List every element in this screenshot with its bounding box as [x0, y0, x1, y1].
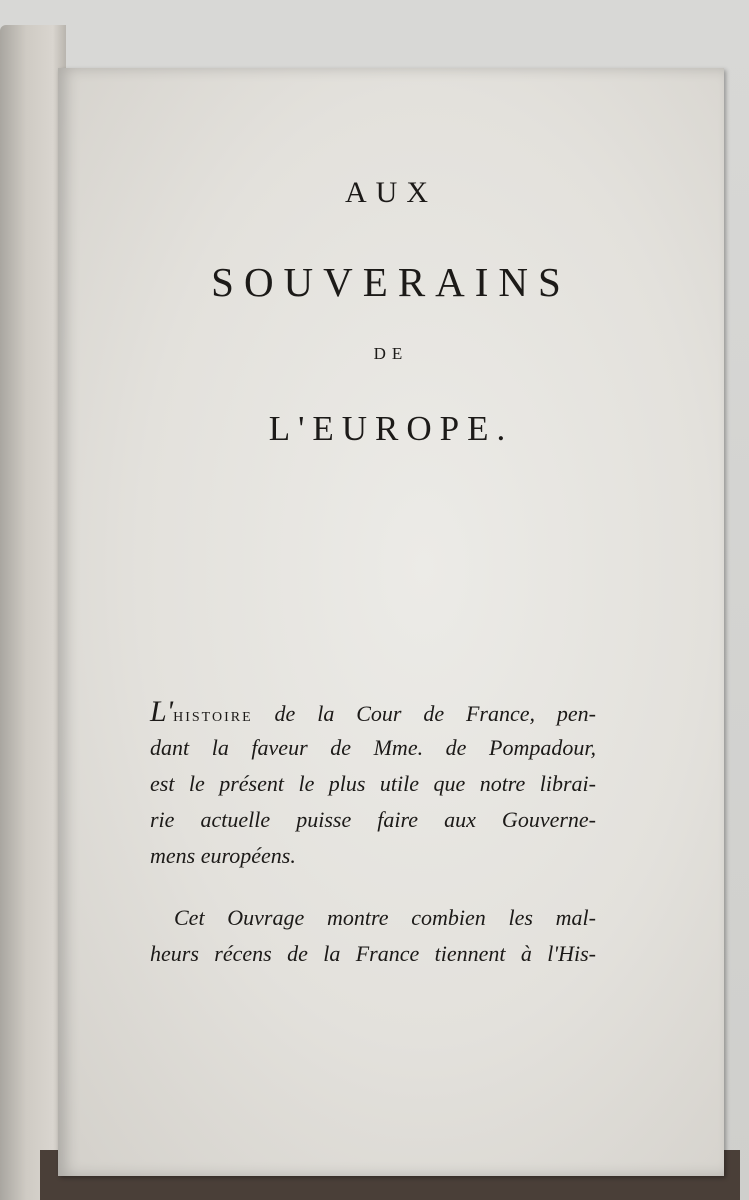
text-line: heurs récens de la France tiennent à l'His- — [150, 941, 596, 966]
title-line-europe: L'EUROPE. — [268, 409, 514, 448]
text-line: dant la faveur de Mme. de Pompadour, — [150, 735, 596, 760]
drop-letter: L' — [150, 695, 174, 728]
title-line-de: DE — [373, 344, 409, 363]
line-text: de la Cour de France, pen- — [274, 701, 597, 726]
title-line-souverains: SOUVERAINS — [211, 259, 571, 305]
text-line — [150, 694, 596, 730]
text-line: est le présent le plus utile que notre librai- — [150, 771, 596, 796]
paragraph-1 — [150, 694, 596, 874]
text-line: Cet Ouvrage montre combien les mal- — [174, 905, 596, 930]
text-line: mens européens. — [150, 843, 296, 868]
title-line-aux: AUX — [345, 176, 437, 209]
smallcaps-word: HISTOIRE — [173, 710, 253, 725]
book-page — [58, 68, 724, 1176]
facing-page-edge — [0, 25, 66, 1200]
paragraph-2 — [150, 900, 596, 972]
text-line: rie actuelle puisse faire aux Gouverne- — [150, 807, 596, 832]
